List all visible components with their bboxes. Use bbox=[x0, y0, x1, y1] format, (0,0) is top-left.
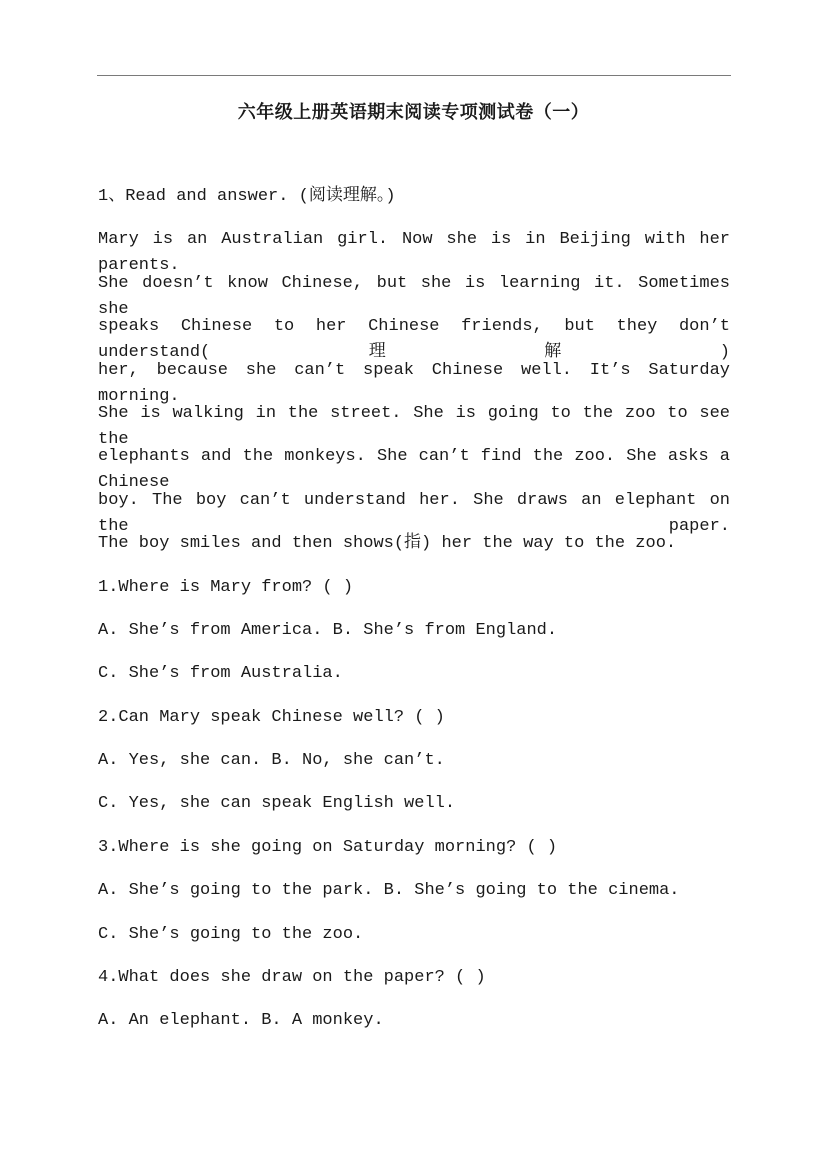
passage-line: speaks Chinese to her Chinese friends, but they don’t understand(理解) bbox=[98, 317, 730, 363]
section-heading: 1、Read and answer. (阅读理解。) bbox=[98, 187, 396, 206]
answer-options: C. She’s from Australia. bbox=[98, 664, 343, 684]
passage-line: elephants and the monkeys. She can’t find the zoo. She asks a Chinese bbox=[98, 447, 730, 493]
passage-line: She doesn’t know Chinese, but she is learning it. Sometimes she bbox=[98, 273, 730, 319]
page-title: 六年级上册英语期末阅读专项测试卷（一） bbox=[237, 102, 590, 123]
passage-line: The boy smiles and then shows(指) her the way to the zoo. bbox=[98, 534, 677, 554]
question-3 bbox=[98, 835, 730, 965]
question-4 bbox=[98, 965, 730, 1052]
passage-line: Mary is an Australian girl. Now she is in Beijing with her parents. bbox=[98, 230, 730, 276]
answer-options: C. Yes, she can speak English well. bbox=[98, 794, 456, 814]
answer-options: A. She’s from America. B. She’s from England. bbox=[98, 620, 558, 640]
answer-options: A. Yes, she can. B. No, she can’t. bbox=[98, 751, 445, 771]
answer-options: C. She’s going to the zoo. bbox=[98, 924, 364, 944]
answer-options: A. She’s going to the park. B. She’s going to the cinema. bbox=[98, 881, 680, 901]
question-text: 2.Can Mary speak Chinese well? ( ) bbox=[98, 707, 445, 727]
passage-line: her, because she can’t speak Chinese well. It’s Saturday morning. bbox=[98, 360, 730, 406]
passage-line: She is walking in the street. She is going to the zoo to see the bbox=[98, 403, 730, 449]
question-text: 4.What does she draw on the paper? ( ) bbox=[98, 968, 486, 988]
header-rule bbox=[97, 75, 731, 76]
question-1 bbox=[98, 575, 730, 705]
answer-options: A. An elephant. B. A monkey. bbox=[98, 1011, 384, 1031]
question-text: 3.Where is she going on Saturday morning? ( ) bbox=[98, 837, 558, 857]
document-body bbox=[98, 184, 730, 1052]
question-2 bbox=[98, 705, 730, 835]
reading-passage bbox=[98, 227, 730, 574]
passage-line: boy. The boy can’t understand her. She draws an elephant on the paper. bbox=[98, 490, 730, 536]
question-text: 1.Where is Mary from? ( ) bbox=[98, 577, 354, 597]
